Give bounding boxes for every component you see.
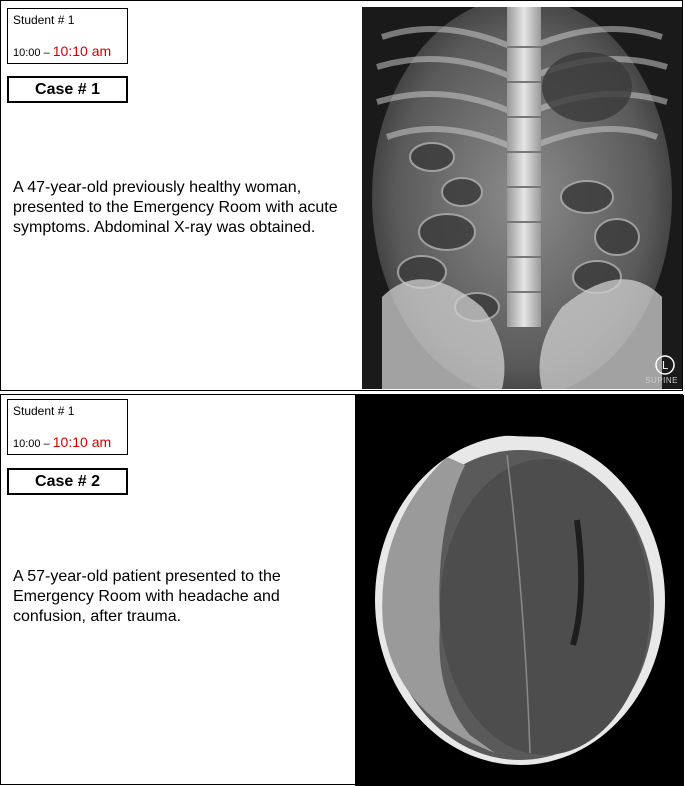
student-time-box	[7, 8, 128, 64]
image-caption: SUPINE	[645, 376, 678, 385]
time-start: 10:00 –	[13, 438, 50, 450]
case-2-panel	[0, 394, 683, 785]
case-1-panel	[0, 0, 683, 391]
case-title: Case # 2	[7, 468, 128, 495]
time-range	[13, 434, 111, 450]
time-end: 10:10 am	[52, 434, 112, 450]
time-range	[13, 43, 111, 59]
student-label: Student # 1	[13, 13, 75, 27]
time-end: 10:10 am	[52, 43, 112, 59]
case-description: A 57-year-old patient presented to the Emergency Room with headache and confusion, after trauma.	[13, 568, 281, 625]
head-ct-image	[355, 395, 684, 786]
abdominal-xray-image	[362, 7, 682, 389]
case-title: Case # 1	[7, 76, 128, 103]
case-description: A 47-year-old previously healthy woman, presented to the Emergency Room with acute symptoms. Abdominal X-ray was obtained.	[13, 179, 338, 236]
student-time-box	[7, 399, 128, 455]
laterality-marker: L	[661, 359, 669, 372]
student-label: Student # 1	[13, 404, 75, 418]
time-start: 10:00 –	[13, 47, 50, 59]
